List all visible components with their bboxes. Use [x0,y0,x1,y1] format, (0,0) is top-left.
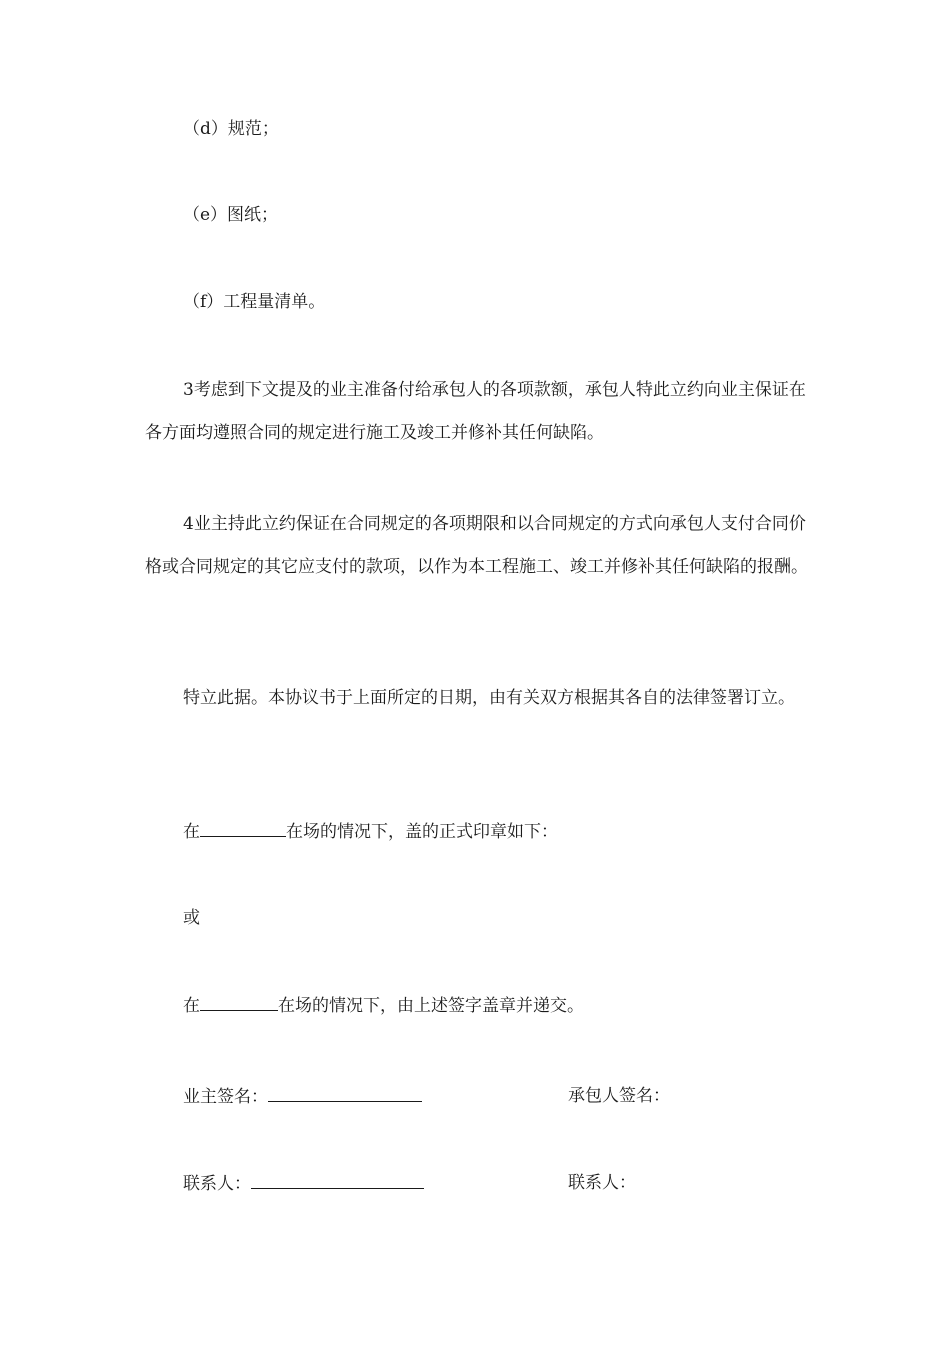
signed-suffix: 在场的情况下，由上述签字盖章并递交。 [278,996,584,1016]
item-f: （f）工程量清单。 [183,292,326,312]
clause-4: 4业主持此立约保证在合同规定的各项期限和以合同规定的方式向承包人支付合同价格或合同规定的其它应支付的款项，以作为本工程施工、竣工并修补其任何缺陷的报酬。 [145,514,808,577]
contractor-contact-label: 联系人： [568,1173,636,1193]
owner-signature-line [183,1084,422,1109]
item-d: （d）规范； [183,119,279,139]
owner-signature-blank [268,1084,422,1102]
owner-signature-label: 业主签名： [183,1087,268,1107]
clause-3: 3考虑到下文提及的业主准备付给承包人的各项款额，承包人特此立约向业主保证在各方面均遵照合同的规定进行施工及竣工并修补其任何缺陷。 [145,380,806,443]
seal-line [183,819,558,844]
seal-blank [200,819,286,837]
seal-suffix: 在场的情况下，盖的正式印章如下： [286,822,558,842]
signed-line [183,993,584,1018]
owner-contact-line [183,1171,424,1196]
owner-contact-label: 联系人： [183,1174,251,1194]
contractor-signature-label: 承包人签名： [568,1086,670,1106]
signed-prefix: 在 [183,996,200,1016]
signed-blank [200,993,278,1011]
item-e: （e）图纸； [183,205,279,225]
owner-contact-blank [251,1171,424,1189]
seal-prefix: 在 [183,822,200,842]
witness-clause: 特立此据。本协议书于上面所定的日期，由有关双方根据其各自的法律签署订立。 [183,688,795,708]
or-line: 或 [183,908,200,928]
